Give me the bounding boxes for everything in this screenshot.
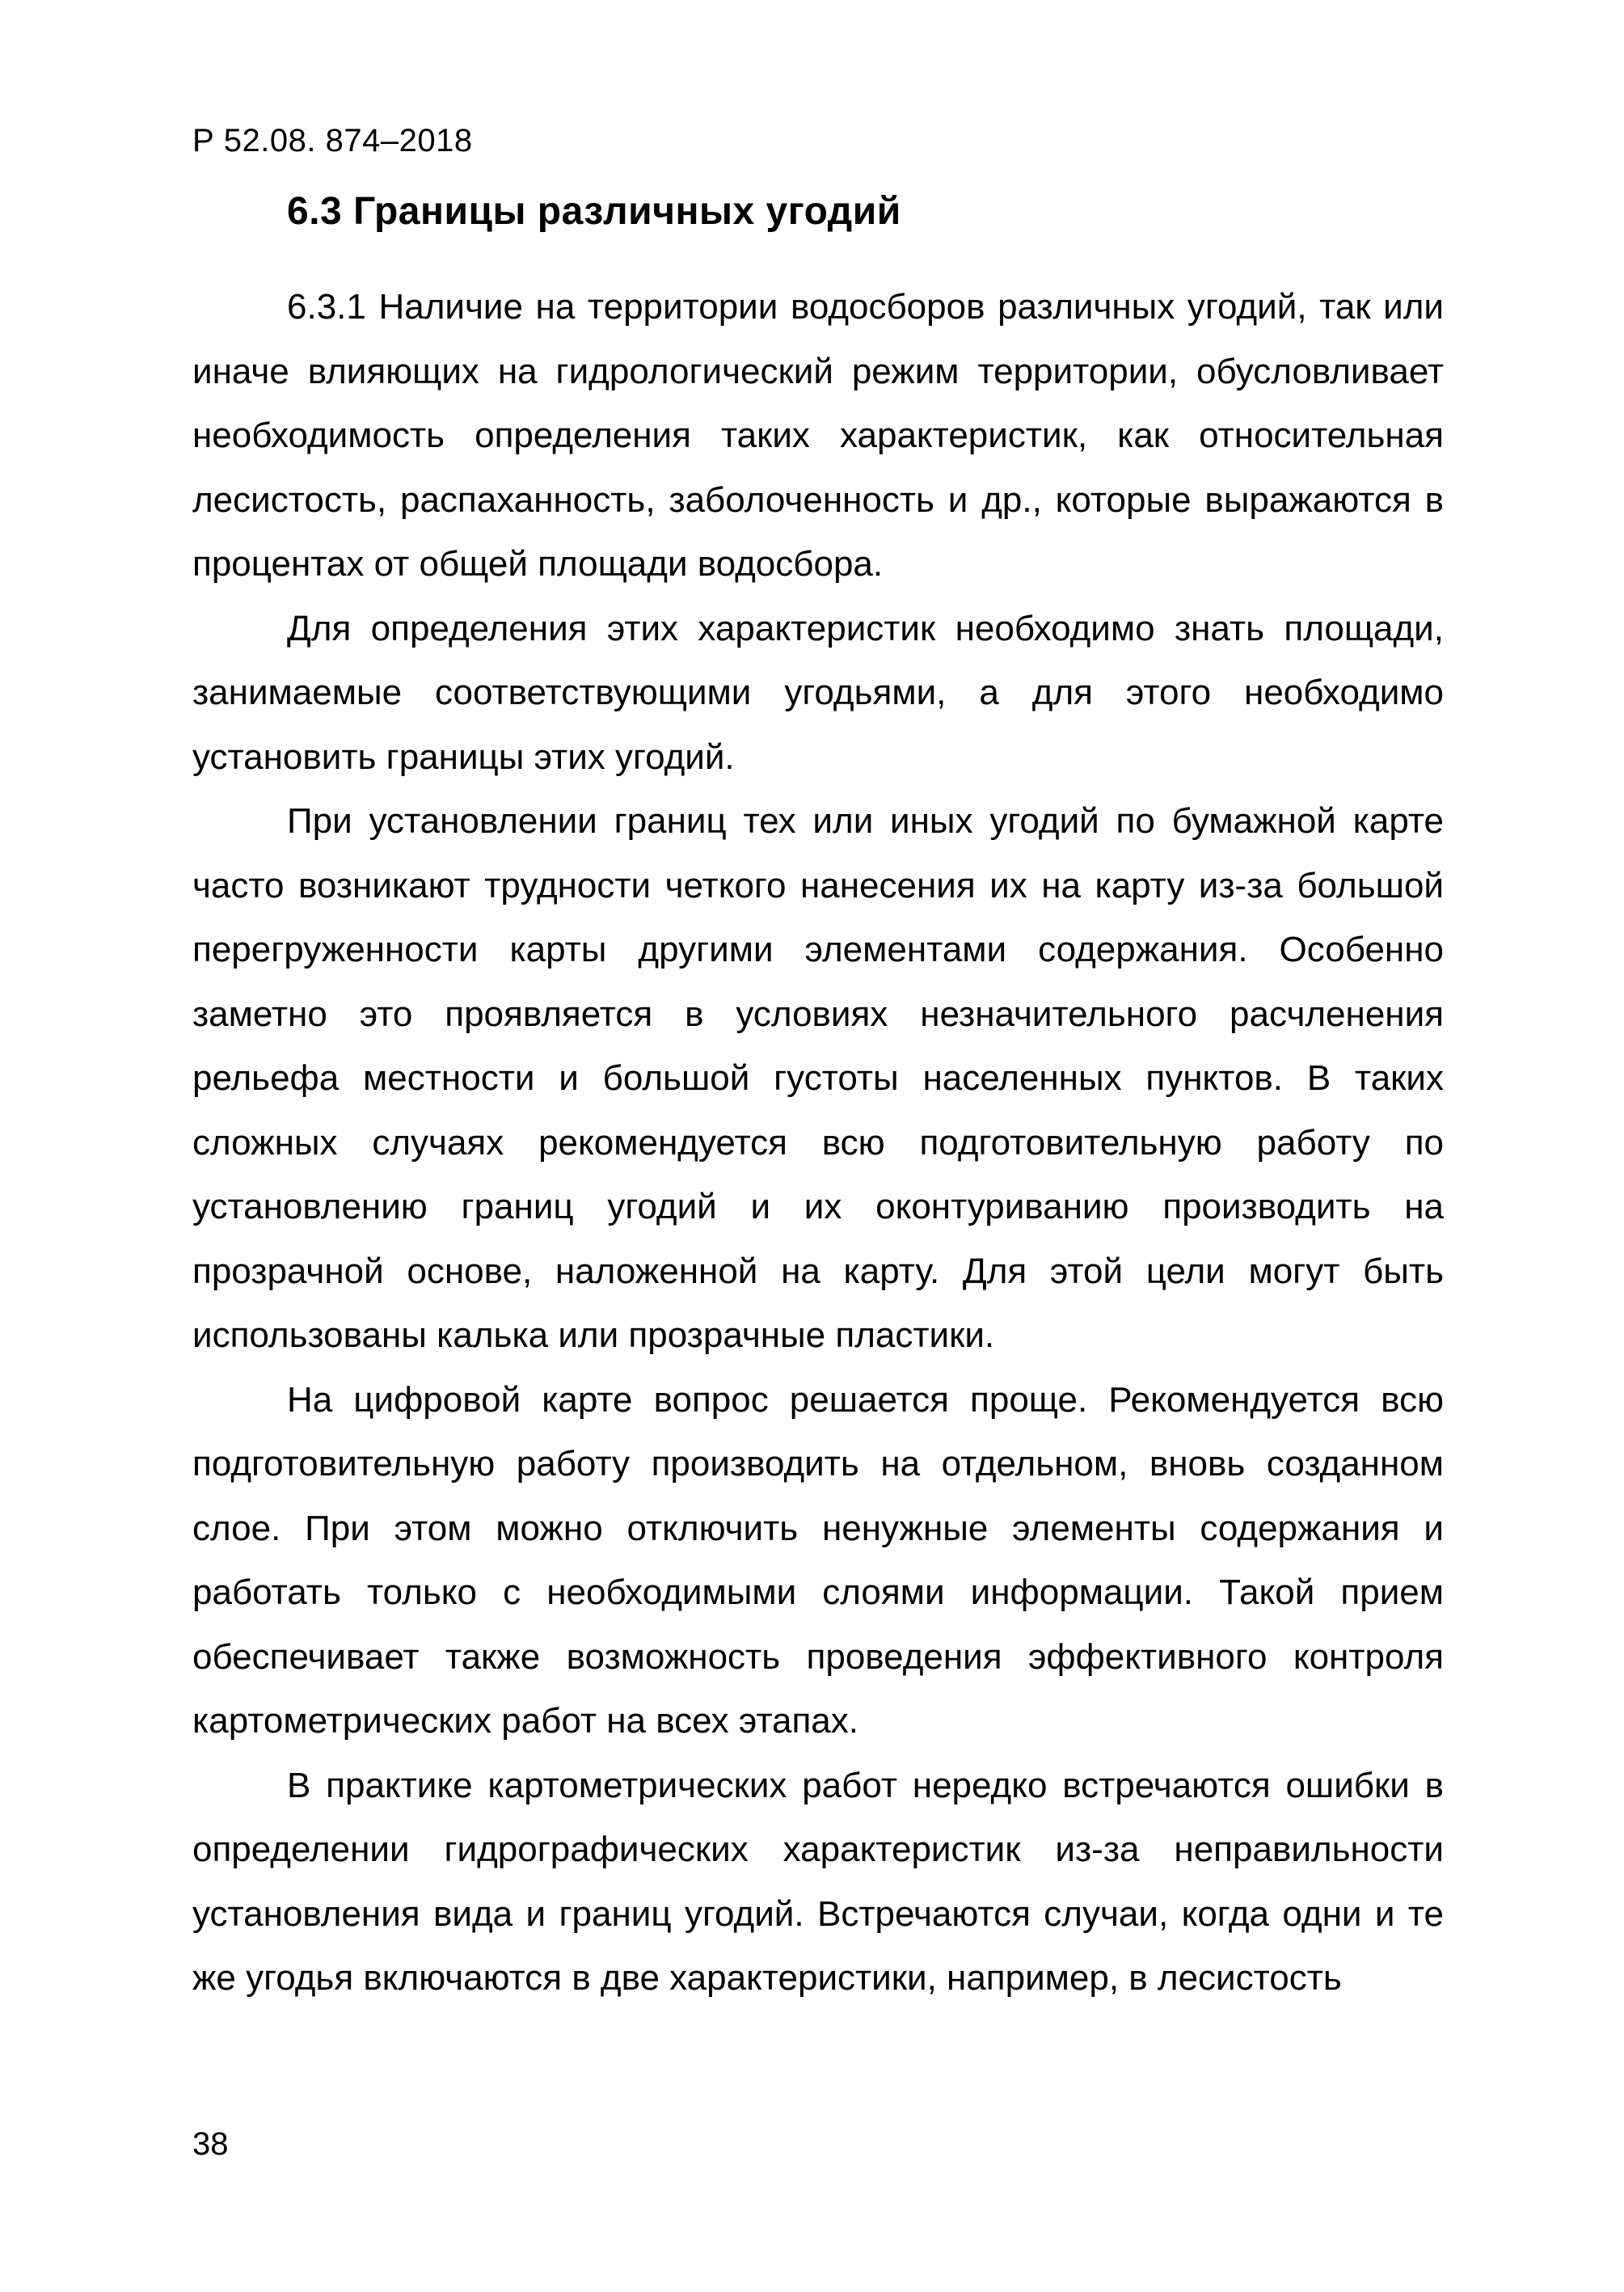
body-text <box>192 275 1444 2011</box>
paragraph-errors: В практике картометрических работ нередко встречаются ошибки в определении гидрографических характеристик из-за неправильности установления вида и границ угодий. Встречаются случаи, когда одни и те же угодья включаются в две характеристики, например, в лесистость <box>192 1765 1444 1998</box>
paragraph-digital-map: На цифровой карте вопрос решается проще. Рекомендуется всю подготовительную работу производить на отдельном, вновь созданном слое. При этом можно отключить ненужные элементы содержания и работать только с необходимыми слоями информации. Такой прием обеспечивает также возможность проведения эффективного контроля картометрических работ на всех этапах. <box>192 1379 1444 1741</box>
paragraph-characteristics: Для определения этих характеристик необходимо знать площади, занимаемые соответствующими угодьями, а для этого необходимо установить границы этих угодий. <box>192 608 1444 777</box>
page-number: 38 <box>192 2126 229 2162</box>
section-heading: 6.3 Границы различных угодий <box>287 190 901 233</box>
paragraph-6-3-1: 6.3.1 Наличие на территории водосборов различных угодий, так или иначе влияющих на гидрологический режим территории, обусловливает необходимость определения таких характеристик, как относительная лесистость, распаханность, заболоченность и др., которые выражаются в процентах от общей площади водосбора. <box>192 287 1444 584</box>
document-code: Р 52.08. 874–2018 <box>192 123 473 158</box>
paragraph-paper-map: При установлении границ тех или иных угодий по бумажной карте часто возникают трудности четкого нанесения их на карту из-за большой перегруженности карты другими элементами содержания. Особенно заметно это проявляется в условиях незначительного расчленения рельефа местности и большой густоты населенных пунктов. В таких сложных случаях рекомендуется всю подготовительную работу по установлению границ угодий и их оконтуриванию производить на прозрачной основе, наложенной на карту. Для этой цели могут быть использованы калька или прозрачные пластики. <box>192 801 1444 1355</box>
